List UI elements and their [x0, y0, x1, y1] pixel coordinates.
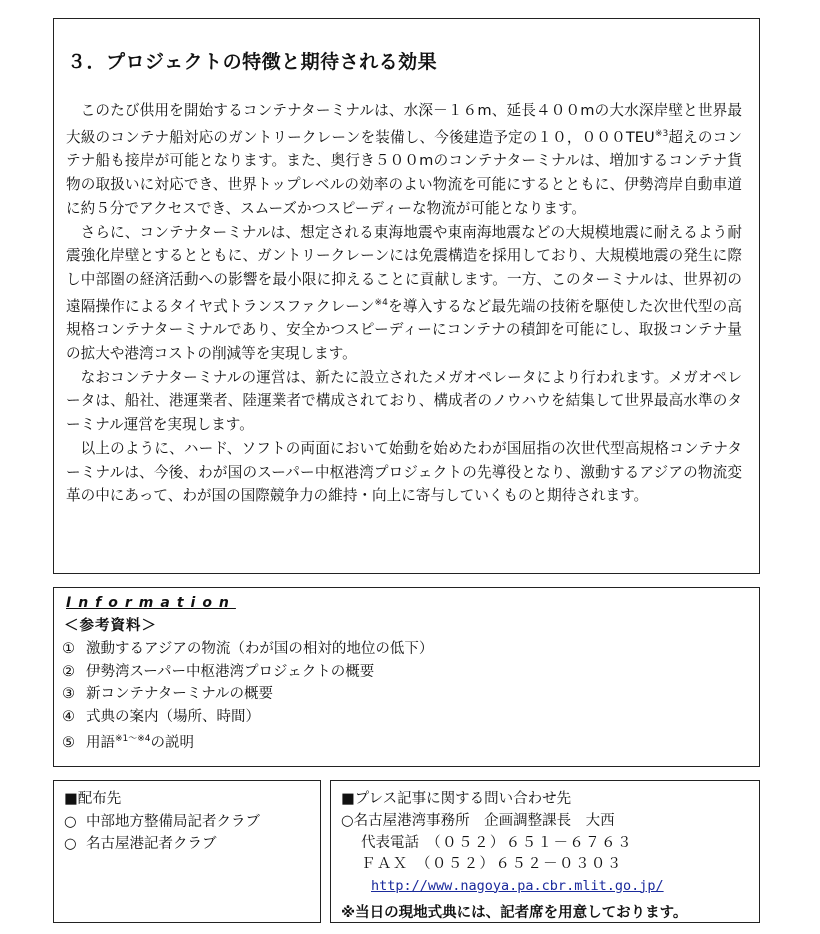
press-contact-box [330, 780, 760, 923]
paragraph-3: なおコンテナターミナルの運営は、新たに設立されたメガオペレータにより行われます。メガオペレータは、船社、港運業者、陸運業者で構成されており、構成者のノウハウを結集して世界最高水準のターミナル運営を実現します。 [66, 368, 742, 434]
list-item: ○ 中部地方整備局記者クラブ [64, 811, 260, 833]
list-item: ① 激動するアジアの物流（わが国の相対的地位の低下） [62, 641, 434, 657]
phone-line: 代表電話 （０５２）６５１－６７６３ [361, 834, 633, 851]
section-body [66, 99, 742, 508]
paragraph-1: このたび供用を開始するコンテナターミナルは、水深－１６m、延長４００mの大水深岸壁と世界最大級のコンテナ船対応のガントリークレーンを装備し、今後建造予定の１０，０００TEU$^{※3}$超えのコンテナ船も接岸が可能となります。また、奥行き５００mのコンテナターミナルは、増加するコンテナ貨物の取扱いに対応でき、世界トップレベルの効率のよい物流を可能にするとともに、伊勢湾岸自動車道に約５分でアクセスでき、スムーズかつスピーディーな物流が可能となります。 [66, 102, 742, 217]
list-item: ○ 名古屋港記者クラブ [64, 833, 260, 855]
information-title: Information [66, 595, 236, 611]
circle-bullet-icon: ○ [64, 836, 77, 852]
reference-title: ＜参考資料＞ [64, 618, 157, 634]
contact-person: ○名古屋港湾事務所 企画調整課長 大西 [341, 813, 615, 829]
press-contact-details [341, 811, 664, 897]
distribution-list [64, 811, 260, 855]
fax-line: ＦＡＸ （０５２）６５２－０３０３ [361, 856, 623, 872]
press-heading: ■プレス記事に関する問い合わせ先 [341, 791, 572, 807]
circle-bullet-icon: ○ [64, 814, 77, 830]
list-item: ④ 式典の案内（場所、時間） [62, 708, 260, 725]
paragraph-2: さらに、コンテナターミナルは、想定される東海地震や東南海地震などの大規模地震に耐えるよう耐震強化岸壁とするとともに、ガントリークレーンには免震構造を採用しており、大規模地震の発生に際し中部圏の経済活動への影響を最小限に抑えることに貢献します。一方、このターミナルは、世界初の遠隔操作によるタイヤ式トランスファクレーン$^{※4}$を導入するなど最先端の技術を駆使した次世代型の高規格コンテナターミナルであり、安全かつスピーディーにコンテナの積卸を可能にし、取扱コンテナ量の拡大や港湾コストの削減等を実現します。 [66, 223, 742, 363]
distribution-heading: ■配布先 [64, 791, 122, 807]
list-item: ③ 新コンテナターミナルの概要 [62, 686, 274, 702]
footnote-ref-3: ※3 [654, 128, 669, 139]
information-box [53, 587, 760, 767]
reference-list [62, 638, 433, 755]
footnote-ref-4: ※4 [374, 297, 388, 308]
footnote-ref-range: ※1～※4 [115, 734, 151, 744]
paragraph-4: 以上のように、ハード、ソフトの両面において始動を始めたわが国屈指の次世代型高規格コンテナターミナルは、今後、わが国のスーパー中枢港湾プロジェクトの先導役となり、激動するアジアの物流変革の中にあって、わが国の国際競争力の維持・向上に寄与していくものと期待されます。 [66, 439, 742, 505]
press-note: ※当日の現地式典には、記者席を用意しております。 [341, 905, 688, 921]
list-item: ② 伊勢湾スーパー中枢港湾プロジェクトの概要 [62, 663, 375, 680]
list-item: ⑤ 用語$^{※1\sim※4}$の説明 [62, 734, 195, 751]
distribution-box [53, 780, 321, 923]
project-section-box [53, 18, 760, 574]
website-link[interactable]: http://www.nagoya.pa.cbr.mlit.go.jp/ [371, 877, 664, 894]
section-title: ３．プロジェクトの特徴と期待される効果 [67, 51, 438, 73]
